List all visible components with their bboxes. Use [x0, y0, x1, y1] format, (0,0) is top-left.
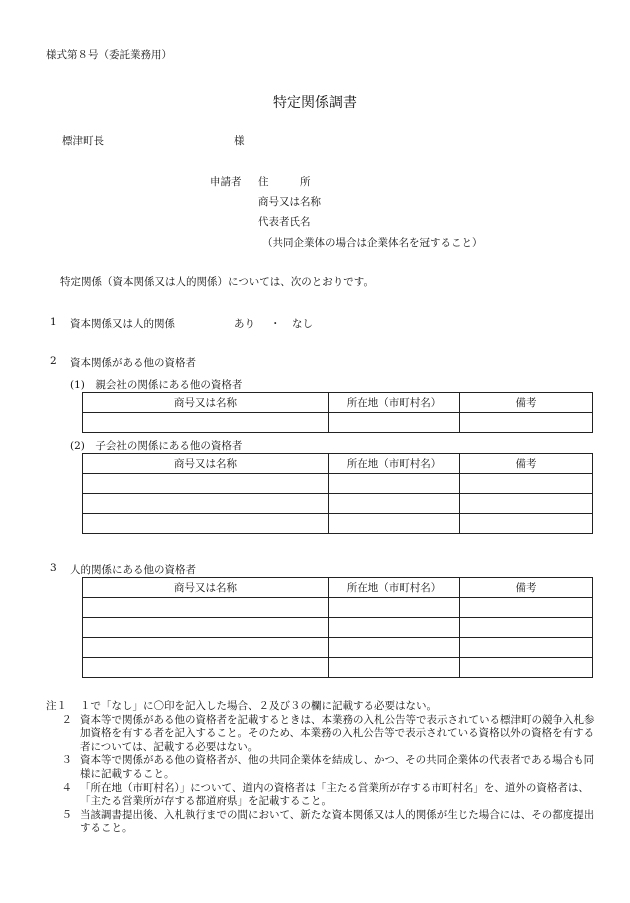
- table-row: [83, 598, 593, 618]
- cell-company-name[interactable]: [83, 618, 329, 638]
- cell-location[interactable]: [329, 474, 460, 494]
- cell-company-name[interactable]: [83, 494, 329, 514]
- table-header-row: [83, 454, 593, 474]
- form-number: 様式第８号（委託業務用）: [46, 49, 172, 61]
- table-row: [83, 474, 593, 494]
- table-row: [83, 494, 593, 514]
- header-remarks: 備考: [460, 454, 593, 474]
- cell-location[interactable]: [329, 638, 460, 658]
- section3-label: 人的関係にある他の資格者: [70, 564, 196, 576]
- cell-remarks[interactable]: [460, 598, 593, 618]
- section2-number: 2: [50, 355, 57, 367]
- section3-number: 3: [50, 562, 57, 574]
- subsidiary-table: [82, 453, 593, 534]
- parent-company-table: [82, 392, 593, 433]
- cell-company-name[interactable]: [83, 638, 329, 658]
- table-row: [83, 514, 593, 534]
- personnel-table: [82, 577, 593, 678]
- table-row: [83, 638, 593, 658]
- note-number: ３: [61, 754, 72, 767]
- header-remarks: 備考: [460, 578, 593, 598]
- table-header-row: [83, 578, 593, 598]
- cell-remarks[interactable]: [460, 494, 593, 514]
- option-separator: ・: [270, 318, 281, 330]
- notes-section: [46, 700, 596, 836]
- note-text: 当該調書提出後、入札執行までの間において、新たな資本関係又は人的関係が生じた場合には、その都度提出すること。: [80, 808, 595, 835]
- cell-company-name[interactable]: [83, 474, 329, 494]
- addressee-name: 標津町長: [62, 135, 104, 147]
- applicant-note: （共同企業体の場合は企業体名を冠すること）: [262, 237, 483, 249]
- note-text: 資本等で関係がある他の資格者が、他の共同企業体を結成し、かつ、その共同企業体の代表者である場合も同様に記載すること。: [80, 754, 595, 780]
- note-text: 資本等で関係がある他の資格者を記載するときは、本業務の入札公告等で表示されている標津町の競争入札参加資格を有する者を記入すること。そのため、本業務の入札公告等で表示されている資格以外の資格を有する者については、記載する必要はない。: [80, 713, 595, 753]
- applicant-label: 申請者: [210, 176, 242, 188]
- header-location: 所在地（市町村名）: [329, 393, 460, 413]
- applicant-company-label: 商号又は名称: [258, 196, 321, 208]
- cell-location[interactable]: [329, 618, 460, 638]
- applicant-address-label: 住 所: [258, 176, 311, 188]
- note-number: ２: [61, 713, 72, 726]
- header-company-name: 商号又は名称: [83, 393, 329, 413]
- document-title: 特定関係調書: [273, 95, 357, 111]
- header-remarks: 備考: [460, 393, 593, 413]
- section1-number: 1: [50, 316, 57, 328]
- cell-location[interactable]: [329, 494, 460, 514]
- intro-text: 特定関係（資本関係又は人的関係）については、次のとおりです。: [60, 276, 374, 288]
- header-location: 所在地（市町村名）: [329, 578, 460, 598]
- cell-remarks[interactable]: [460, 618, 593, 638]
- cell-remarks[interactable]: [460, 514, 593, 534]
- table-row: [83, 618, 593, 638]
- option-yes[interactable]: あり: [234, 318, 255, 330]
- note-item: [46, 700, 596, 714]
- cell-remarks[interactable]: [460, 658, 593, 678]
- section1-label: 資本関係又は人的関係: [70, 318, 175, 330]
- option-no[interactable]: なし: [292, 318, 313, 330]
- cell-company-name[interactable]: [83, 658, 329, 678]
- cell-remarks[interactable]: [460, 474, 593, 494]
- cell-company-name[interactable]: [83, 598, 329, 618]
- section2-sub-subsidiary: (2) 子会社の関係にある他の資格者: [70, 440, 243, 452]
- table-row: [83, 413, 593, 433]
- note-item: [46, 809, 596, 836]
- applicant-representative-label: 代表者氏名: [258, 216, 311, 228]
- cell-remarks[interactable]: [460, 638, 593, 658]
- note-number: ５: [61, 808, 72, 821]
- cell-location[interactable]: [329, 413, 460, 433]
- addressee-honorific: 様: [234, 135, 245, 147]
- note-text: 「所在地（市町村名）」について、道内の資格者は「主たる営業所が存する市町村名」を、道外の資格者は、「主たる営業所が存する都道府県」を記載すること。: [80, 781, 589, 808]
- note-item: [46, 754, 596, 781]
- note-number: 注１: [46, 700, 67, 712]
- cell-company-name[interactable]: [83, 514, 329, 534]
- cell-remarks[interactable]: [460, 413, 593, 433]
- cell-location[interactable]: [329, 598, 460, 618]
- cell-location[interactable]: [329, 514, 460, 534]
- note-item: [46, 714, 596, 755]
- cell-location[interactable]: [329, 658, 460, 678]
- note-text: １で「なし」に〇印を記入した場合、２及び３の欄に記載する必要はない。: [80, 700, 437, 712]
- table-header-row: [83, 393, 593, 413]
- table-row: [83, 658, 593, 678]
- note-number: ４: [61, 781, 72, 794]
- header-location: 所在地（市町村名）: [329, 454, 460, 474]
- header-company-name: 商号又は名称: [83, 454, 329, 474]
- cell-company-name[interactable]: [83, 413, 329, 433]
- header-company-name: 商号又は名称: [83, 578, 329, 598]
- section2-label: 資本関係がある他の資格者: [70, 357, 196, 369]
- note-item: [46, 782, 596, 809]
- section2-sub-parent: (1) 親会社の関係にある他の資格者: [70, 379, 243, 391]
